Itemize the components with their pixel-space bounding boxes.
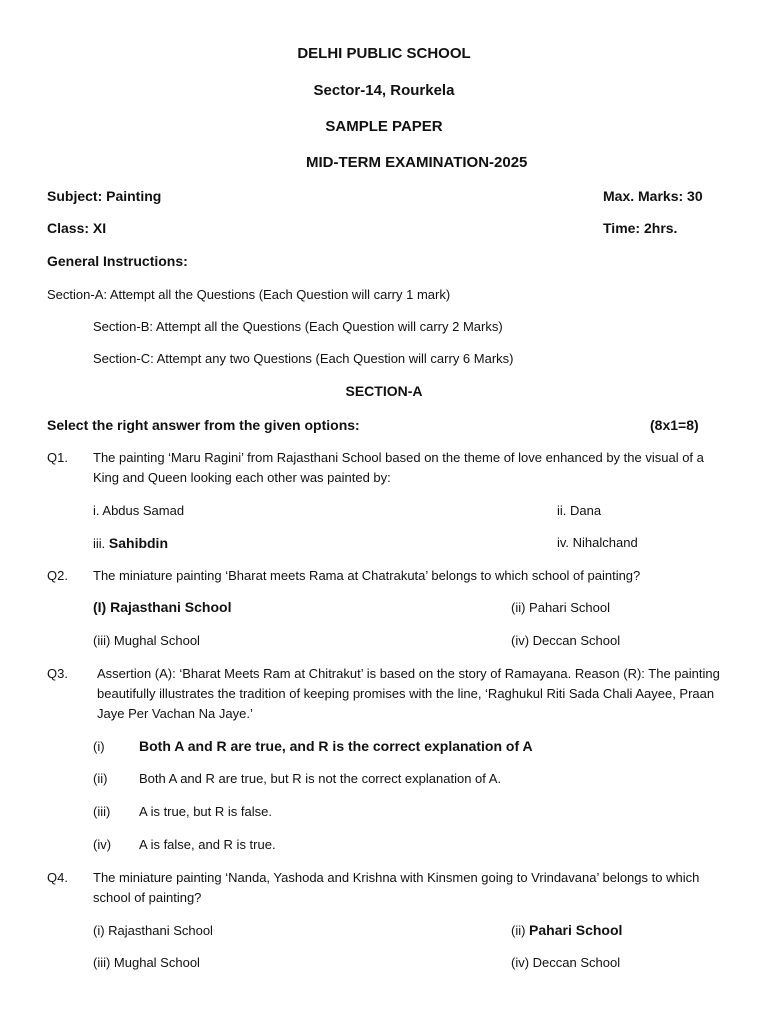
section-a-marks: (8x1=8) bbox=[650, 417, 699, 433]
question-number: Q1. bbox=[47, 450, 68, 465]
option-answer: Pahari School bbox=[529, 922, 623, 938]
section-a-title: SECTION-A bbox=[345, 383, 423, 399]
instruction-section-a: Section-A: Attempt all the Questions (Each Question will carry 1 mark) bbox=[47, 287, 451, 302]
option-answer: Both A and R are true, and R is the correct explanation of A bbox=[139, 738, 533, 754]
option bbox=[93, 535, 168, 551]
option-answer: Sahibdin bbox=[108, 535, 169, 551]
option-text: A is false, and R is true. bbox=[139, 837, 276, 852]
school-name: DELHI PUBLIC SCHOOL bbox=[297, 45, 471, 62]
option-label: iii. bbox=[93, 536, 109, 551]
option: (i) Rajasthani School bbox=[93, 923, 213, 938]
option-label: (i) bbox=[93, 739, 105, 754]
option: (ii) Pahari School bbox=[511, 600, 610, 615]
paper-type: SAMPLE PAPER bbox=[325, 118, 443, 135]
question-number: Q4. bbox=[47, 870, 68, 885]
option bbox=[511, 922, 622, 938]
option: (iv) Deccan School bbox=[511, 955, 621, 970]
option-text: Both A and R are true, but R is not the correct explanation of A. bbox=[139, 771, 502, 786]
option: ii. Dana bbox=[557, 503, 602, 518]
exam-title: MID-TERM EXAMINATION-2025 bbox=[306, 154, 528, 171]
option-label: (iv) bbox=[93, 837, 112, 852]
option-text: A is true, but R is false. bbox=[139, 804, 272, 819]
option: iv. Nihalchand bbox=[557, 535, 638, 550]
option-label: (ii) bbox=[511, 923, 530, 938]
option-label: (ii) bbox=[93, 771, 108, 786]
option: (iii) Mughal School bbox=[93, 633, 200, 648]
time: Time: 2hrs. bbox=[603, 220, 678, 236]
option: i. Abdus Samad bbox=[93, 503, 185, 518]
question-text: The miniature painting ‘Bharat meets Rama at Chatrakuta’ belongs to which school of painting? bbox=[93, 568, 641, 583]
option: (iii) Mughal School bbox=[93, 955, 200, 970]
question-number: Q2. bbox=[47, 568, 68, 583]
question-text: The painting ‘Maru Ragini’ from Rajasthani School based on the theme of love enhanced by the visual of a King and Queen looking each other was painted by: bbox=[93, 450, 704, 485]
instructions-heading: General Instructions: bbox=[47, 253, 188, 269]
instruction-section-b: Section-B: Attempt all the Questions (Each Question will carry 2 Marks) bbox=[93, 319, 503, 334]
option-label: (iii) bbox=[93, 804, 111, 819]
option-answer: (I) Rajasthani School bbox=[93, 599, 232, 615]
option: (iv) Deccan School bbox=[511, 633, 621, 648]
question-text: Assertion (A): ‘Bharat Meets Ram at Chitrakut’ is based on the story of Ramayana. Reason (R): The painting beautifully illustrates the tradition of keeping promises with the line, ‘Raghukul Riti Sada Chali Aayee, Praan Jaye Per Vachan Na Jaye.’ bbox=[97, 666, 720, 721]
question-number: Q3. bbox=[47, 666, 68, 681]
question-text: The miniature painting ‘Nanda, Yashoda and Krishna with Kinsmen going to Vrindavana’ belongs to which school of painting? bbox=[93, 870, 700, 905]
class: Class: XI bbox=[47, 220, 107, 236]
school-location: Sector-14, Rourkela bbox=[313, 82, 455, 99]
section-a-prompt: Select the right answer from the given options: bbox=[47, 417, 360, 433]
max-marks: Max. Marks: 30 bbox=[603, 188, 703, 204]
subject: Subject: Painting bbox=[47, 188, 162, 204]
instruction-section-c: Section-C: Attempt any two Questions (Each Question will carry 6 Marks) bbox=[93, 351, 514, 366]
